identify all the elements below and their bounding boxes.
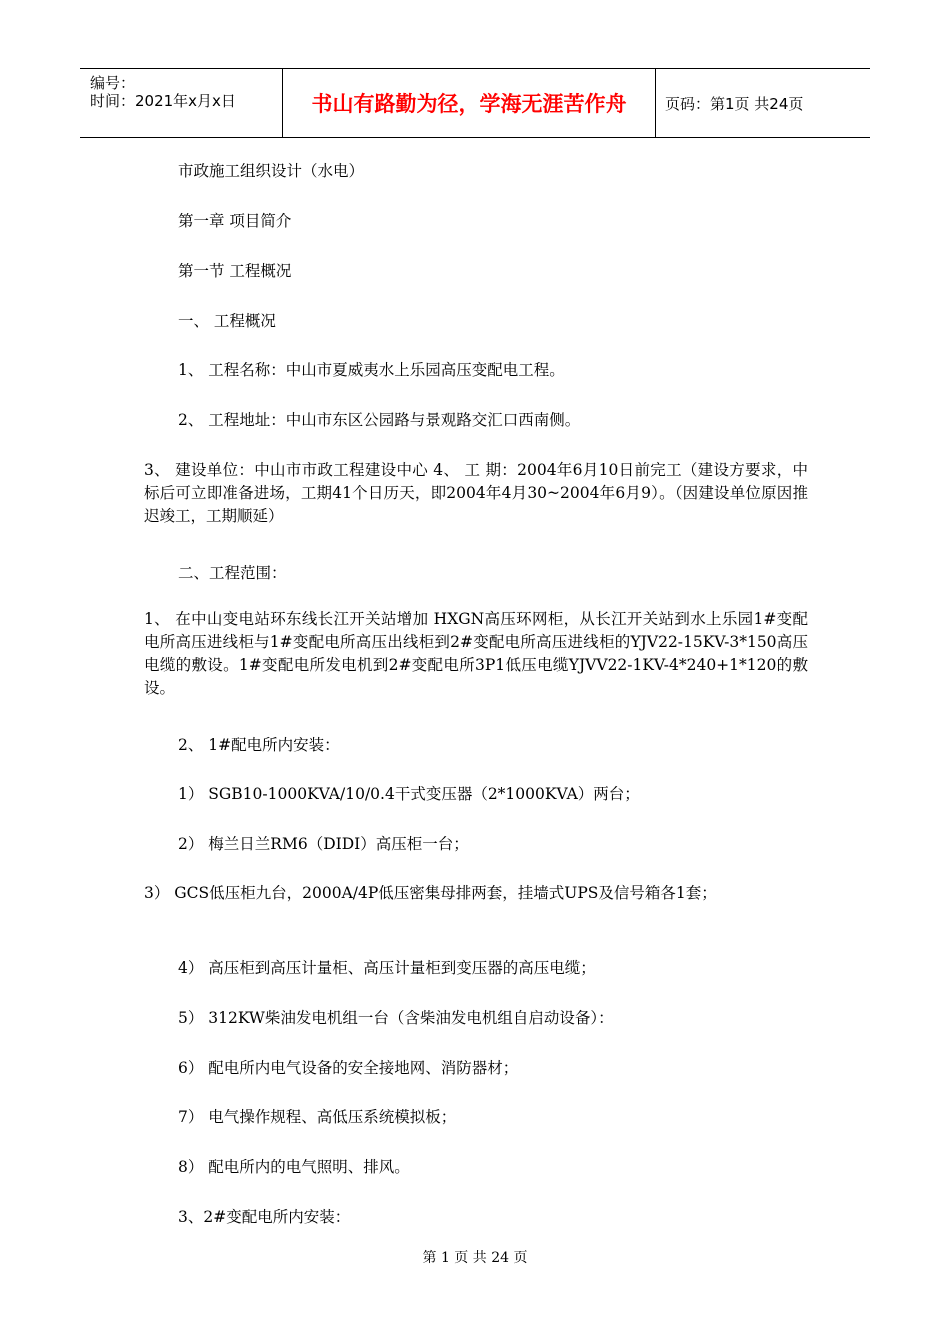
time-label: 时间：2021年x月x日 (90, 92, 236, 110)
number-label: 编号： (90, 74, 136, 92)
overview-item-name: 1、 工程名称：中山市夏威夷水上乐园高压变配电工程。 (178, 361, 565, 379)
sub-item-transformer: 1） SGB10-1000KVA/10/0.4干式变压器（2*1000KVA）两台； (178, 785, 640, 803)
sub-item-procedures: 7） 电气操作规程、高低压系统模拟板； (178, 1108, 457, 1126)
document-title: 市政施工组织设计（水电） (178, 162, 365, 180)
sub-item-hv-cable: 4） 高压柜到高压计量柜、高压计量柜到变压器的高压电缆； (178, 959, 596, 977)
motto-text: 书山有路勤为径，学海无涯苦作舟 (311, 92, 627, 116)
header-motto-cell (282, 69, 656, 137)
sub-item-lighting: 8） 配电所内的电气照明、排风。 (178, 1158, 410, 1176)
overview-item-address: 2、 工程地址：中山市东区公园路与景观路交汇口西南侧。 (178, 411, 581, 429)
sub-item-generator: 5） 312KW柴油发电机组一台（含柴油发电机组自启动设备）： (178, 1009, 614, 1027)
page-header (80, 68, 870, 138)
section-heading: 第一节 工程概况 (178, 262, 292, 280)
part-heading-scope: 二、工程范围： (178, 564, 287, 582)
scope-item-cables: 1、 在中山变电站环东线长江开关站增加 HXGN高压环网柜，从长江开关站到水上乐园1#变配电所高压进线柜与1#变配电所高压出线柜到2#变配电所高压进线柜的YJV22-15KV-3*150高压电缆的敷设。1#变配电所发电机到2#变配电所3P1低压电缆YJVV22-1KV-4*240+1*120的敷设。 (144, 610, 808, 697)
scope-item-substation1: 2、 1#配电所内安装： (178, 736, 340, 754)
header-page-cell (655, 69, 870, 137)
sub-item-grounding: 6） 配电所内电气设备的安全接地网、消防器材； (178, 1059, 519, 1077)
chapter-heading: 第一章 项目简介 (178, 212, 292, 230)
sub-item-lv-cabinet: 3） GCS低压柜九台，2000A/4P低压密集母排两套，挂墙式UPS及信号箱各1套； (144, 884, 717, 902)
overview-item-owner: 3、 建设单位：中山市市政工程建设中心 4、 工 期：2004年6月10日前完工（建设方要求，中标后可立即准备进场，工期41个日历天，即2004年4月30~2004年6月9）。（因建设单位原因推迟竣工，工期顺延） (144, 461, 808, 525)
header-left-cell (80, 69, 282, 137)
scope-item-substation2: 3、2#变配电所内安装： (178, 1208, 351, 1226)
page-info: 页码：第1页 共24页 (665, 94, 804, 113)
sub-item-hv-cabinet: 2） 梅兰日兰RM6（DIDI）高压柜一台； (178, 835, 469, 853)
page-footer: 第 1 页 共 24 页 (422, 1250, 528, 1266)
part-heading-overview: 一、 工程概况 (178, 312, 276, 330)
